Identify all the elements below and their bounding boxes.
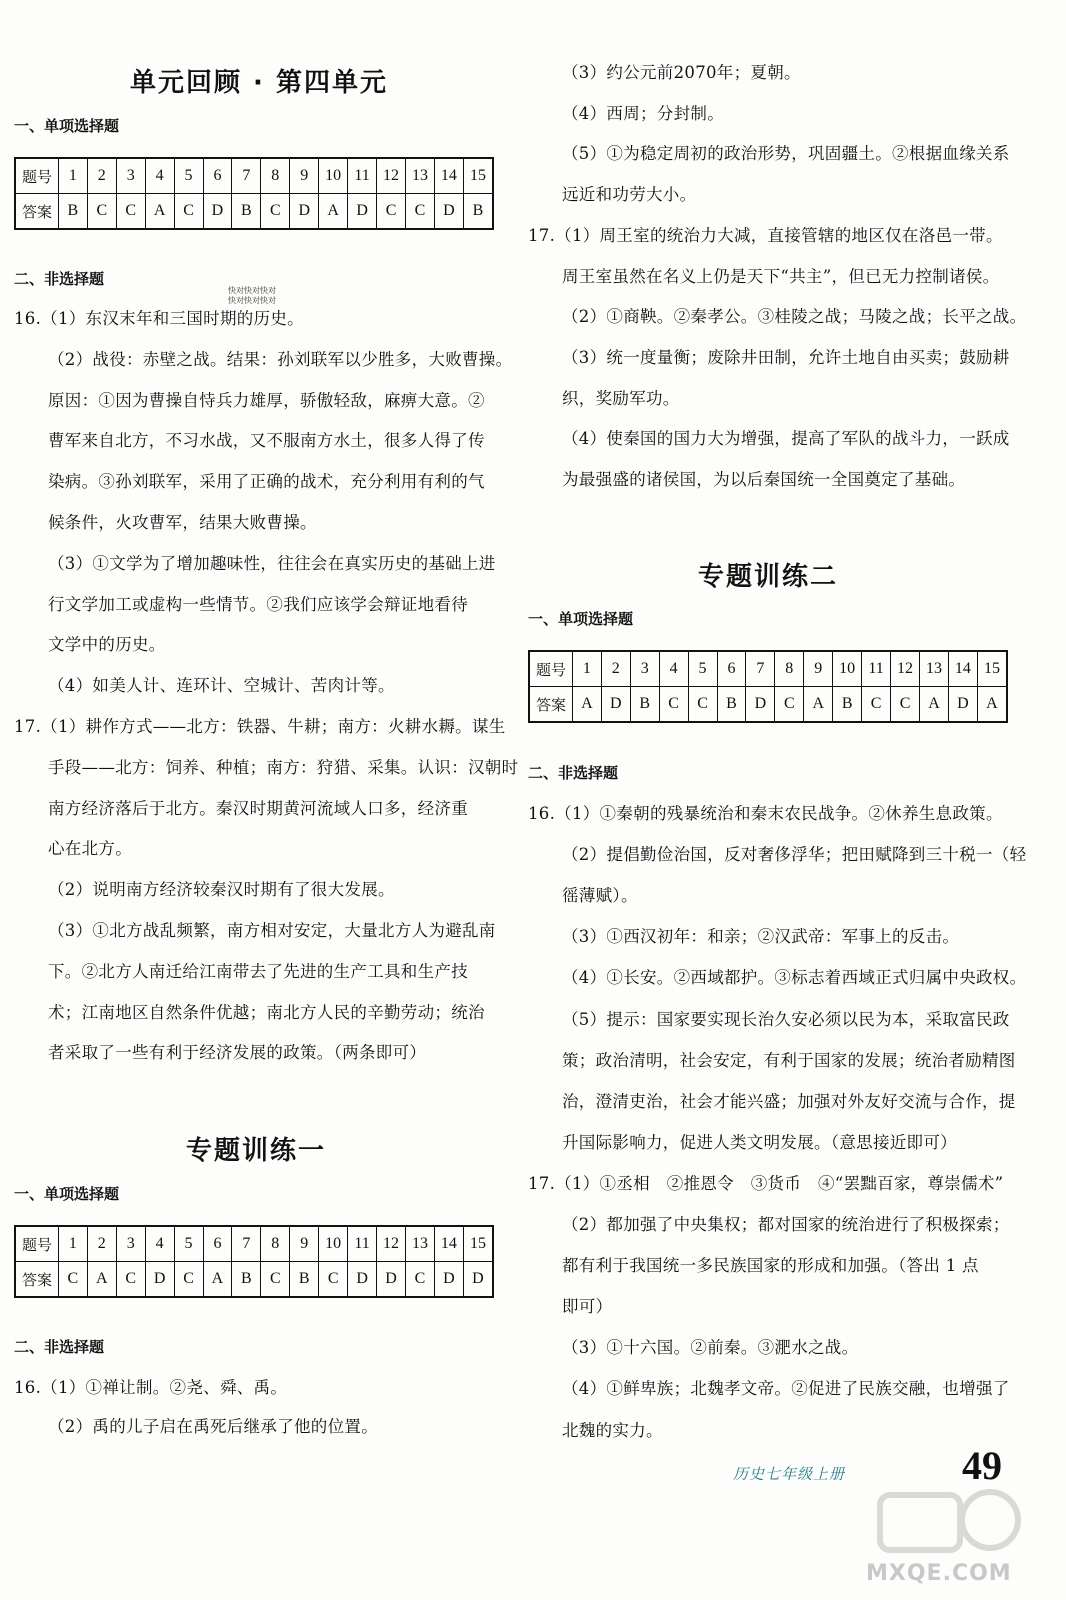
answer-line: 候条件，火攻曹军，结果大败曹操。 [48,513,317,532]
question-number-cell: 1 [58,158,87,194]
topic2-answer-table [528,650,1008,723]
answer-cell: D [434,194,463,230]
topic1-section-choice: 一、单项选择题 [14,1185,120,1203]
question-number-cell: 12 [377,158,406,194]
answer-line: （3）①北方战乱频繁，南方相对安定，大量北方人为避乱南 [48,921,496,940]
answer-cell: A [87,1262,116,1298]
answer-line: （3）统一度量衡；废除井田制，允许土地自由买卖；鼓励耕 [562,347,1010,367]
answer-cell: C [862,687,891,723]
stamp-text: 快对快对快对 [228,286,276,295]
topic1-title: 专题训练一 [186,1136,327,1166]
answer-cell: B [232,194,261,230]
question-number-cell: 7 [232,1226,261,1262]
answer-line: 16.（1）①禅让制。②尧、舜、禹。 [14,1378,288,1397]
question-number-cell: 9 [290,1226,319,1262]
answer-line: 北魏的实力。 [562,1420,663,1440]
table-row [15,1262,493,1298]
question-number-cell: 13 [920,651,949,687]
topic2-section-nonchoice: 二、非选择题 [528,764,619,782]
answer-cell: C [261,194,290,230]
question-number-cell: 13 [406,158,435,194]
answer-line: 都有利于我国统一多民族国家的形成和加强。（答出 1 点 [562,1256,979,1276]
answer-line: （2）禹的儿子启在禹死后继承了他的位置。 [48,1417,378,1436]
answer-cell: C [406,1262,435,1298]
answer-cell: D [290,194,319,230]
answer-cell: A [203,1262,232,1298]
question-number-cell: 15 [463,1226,493,1262]
table-answer-label: 答案 [529,687,572,723]
answer-cell: D [601,687,630,723]
question-number-cell: 10 [319,158,348,194]
question-number-cell: 2 [87,1226,116,1262]
table-header-label: 题号 [15,158,58,194]
answer-line: 心在北方。 [48,839,132,859]
answer-cell: A [977,687,1007,723]
table-row [15,1226,493,1262]
answer-cell: C [659,687,688,723]
answer-line: （5）①为稳定周初的政治形势，巩固疆土。②根据血缘关系 [562,144,1010,164]
answer-cell: B [463,194,493,230]
answer-line: 17.（1）周王室的统治力大减，直接管辖的地区仅在洛邑一带。 [528,225,1003,245]
answer-cell: B [717,687,746,723]
answer-line: 文学中的历史。 [48,635,166,655]
question-number-cell: 15 [977,651,1007,687]
answer-cell: C [116,194,145,230]
answer-cell: C [58,1262,87,1298]
unit4-answer-table [14,157,494,230]
answer-line: 远近和功劳大小。 [562,185,697,205]
question-number-cell: 6 [203,1226,232,1262]
question-number-cell: 4 [145,158,174,194]
question-number-cell: 5 [174,1226,203,1262]
question-number-cell: 10 [319,1226,348,1262]
answer-line: 染病。③孙刘联军，采用了正确的战术，充分利用有利的气 [48,472,485,492]
answer-line: （4）如美人计、连环计、空城计、苦肉计等。 [48,676,395,696]
answer-cell: B [630,687,659,723]
question-number-cell: 4 [659,651,688,687]
topic2-title: 专题训练二 [698,562,839,592]
answer-cell: B [290,1262,319,1298]
table-row [15,194,493,230]
answer-cell: B [58,194,87,230]
question-number-cell: 3 [630,651,659,687]
answer-line: 升国际影响力，促进人类文明发展。（意思接近即可） [562,1132,957,1152]
answer-cell: A [319,194,348,230]
answer-line: 原因：①因为曹操自恃兵力雄厚，骄傲轻敌，麻痹大意。② [48,390,485,410]
question-number-cell: 2 [601,651,630,687]
answer-cell: C [891,687,920,723]
question-number-cell: 11 [348,158,377,194]
answer-cell: C [377,194,406,230]
answer-line: 为最强盛的诸侯国，为以后秦国统一全国奠定了基础。 [562,470,966,489]
question-number-cell: 13 [406,1226,435,1262]
answer-line: 织，奖励军功。 [562,388,680,408]
book-label: 历史七年级上册 [733,1465,846,1483]
answer-cell: C [87,194,116,230]
answer-cell: A [804,687,833,723]
answer-line: （3）①文学为了增加趣味性，往往会在真实历史的基础上进 [48,553,496,573]
unit4-title: 单元回顾 · 第四单元 [130,68,388,98]
answer-cell: D [203,194,232,230]
question-number-cell: 10 [833,651,862,687]
answer-cell: A [920,687,949,723]
answer-line: （2）提倡勤俭治国，反对奢侈浮华；把田赋降到三十税一（轻 [562,845,1027,865]
question-number-cell: 6 [203,158,232,194]
table-row [15,158,493,194]
answer-line: （3）约公元前2070年；夏朝。 [562,63,801,82]
answer-line: 下。②北方人南迁给江南带去了先进的生产工具和生产技 [48,961,468,981]
answer-cell: D [463,1262,493,1298]
question-number-cell: 8 [775,651,804,687]
answer-line: 南方经济落后于北方。秦汉时期黄河流域人口多，经济重 [48,798,468,818]
answer-cell: D [746,687,775,723]
question-number-cell: 12 [891,651,920,687]
answer-line: 即可） [562,1297,613,1317]
answer-line: （2）都加强了中央集权；都对国家的统治进行了积极探索； [562,1215,1010,1234]
answer-line: 徭薄赋）。 [562,886,638,906]
table-header-label: 题号 [15,1226,58,1262]
answer-line: （2）说明南方经济较秦汉时期有了很大发展。 [48,880,395,900]
question-number-cell: 3 [116,1226,145,1262]
question-number-cell: 11 [348,1226,377,1262]
answer-cell: A [572,687,601,723]
answer-line: 周王室虽然在名义上仍是天下“共主”，但已无力控制诸侯。 [562,266,1000,286]
table-answer-label: 答案 [15,194,58,230]
table-row [529,651,1007,687]
page-number: 49 [962,1443,1002,1488]
question-number-cell: 5 [174,158,203,194]
answer-cell: A [145,194,174,230]
question-number-cell: 2 [87,158,116,194]
answer-cell: C [319,1262,348,1298]
question-number-cell: 7 [746,651,775,687]
answer-line: 策；政治清明，社会安定，有利于国家的发展；统治者励精图 [562,1050,1016,1070]
answer-cell: D [348,194,377,230]
answer-line: （4）①长安。②西域都护。③标志着西域正式归属中央政权。 [562,968,1027,988]
answer-line: 16.（1）①秦朝的残暴统治和秦末农民战争。②休养生息政策。 [528,804,1003,823]
answer-line: （3）①十六国。②前秦。③淝水之战。 [562,1338,859,1358]
answer-cell: B [833,687,862,723]
question-number-cell: 11 [862,651,891,687]
answer-line: （2）①商鞅。②秦孝公。③桂陵之战；马陵之战；长平之战。 [562,307,1027,327]
question-number-cell: 14 [948,651,977,687]
table-header-label: 题号 [529,651,572,687]
answer-line: 手段——北方：饲养、种植；南方：狩猎、采集。认识：汉朝时 [48,757,519,777]
unit4-section-nonchoice: 二、非选择题 [14,270,105,288]
answer-line: 17.（1）耕作方式——北方：铁器、牛耕；南方：火耕水耨。谋生 [14,717,506,736]
answer-line: 者采取了一些有利于经济发展的政策。（两条即可） [48,1043,427,1063]
question-number-cell: 5 [688,651,717,687]
question-number-cell: 6 [717,651,746,687]
answer-line: （3）①西汉初年：和亲；②汉武帝：军事上的反击。 [562,927,960,947]
question-number-cell: 14 [434,158,463,194]
answer-cell: D [348,1262,377,1298]
answer-line: （4）西周；分封制。 [562,103,724,123]
question-number-cell: 9 [290,158,319,194]
answer-cell: C [116,1262,145,1298]
answer-cell: B [232,1262,261,1298]
answer-line: 17.（1）①丞相 ②推恩令 ③货币 ④“罢黜百家，尊崇儒术” [528,1173,1004,1193]
answer-line: 术；江南地区自然条件优越；南北方人民的辛勤劳动；统治 [48,1002,485,1022]
answer-cell: C [688,687,717,723]
answer-line: 治，澄清吏治，社会才能兴盛；加强对外友好交流与合作，提 [562,1091,1016,1111]
topic1-section-nonchoice: 二、非选择题 [14,1338,105,1356]
question-number-cell: 14 [434,1226,463,1262]
unit4-section-choice: 一、单项选择题 [14,117,120,135]
table-row [529,687,1007,723]
question-number-cell: 3 [116,158,145,194]
question-number-cell: 7 [232,158,261,194]
answer-cell: D [434,1262,463,1298]
question-number-cell: 8 [261,1226,290,1262]
answer-cell: C [174,1262,203,1298]
stamp-text: 快对快对快对 [228,296,276,305]
answer-cell: D [948,687,977,723]
answer-cell: C [406,194,435,230]
question-number-cell: 4 [145,1226,174,1262]
question-number-cell: 1 [58,1226,87,1262]
answer-line: 行文学加工或虚构一些情节。②我们应该学会辩证地看待 [48,594,468,614]
question-number-cell: 15 [463,158,493,194]
answer-line: （2）战役：赤壁之战。结果：孙刘联军以少胜多，大败曹操。 [48,349,513,369]
answer-line: （4）①鲜卑族；北魏孝文帝。②促进了民族交融，也增强了 [562,1379,1010,1399]
question-number-cell: 9 [804,651,833,687]
topic1-answer-table [14,1225,494,1298]
answer-line: （5）提示：国家要实现长治久安必须以民为本，采取富民政 [562,1009,1010,1029]
question-number-cell: 8 [261,158,290,194]
answer-line: （4）使秦国的国力大为增强，提高了军队的战斗力，一跃成 [562,429,1010,449]
watermark-url: MXQE.COM [866,1561,1012,1586]
answer-cell: C [174,194,203,230]
answer-cell: D [377,1262,406,1298]
answer-cell: C [261,1262,290,1298]
question-number-cell: 1 [572,651,601,687]
answer-line: 曹军来自北方，不习水战，又不服南方水土，很多人得了传 [48,431,485,451]
topic2-section-choice: 一、单项选择题 [528,610,634,628]
question-number-cell: 12 [377,1226,406,1262]
answer-cell: C [775,687,804,723]
answer-cell: D [145,1262,174,1298]
kuaidui-stamp [228,286,276,306]
table-answer-label: 答案 [15,1262,58,1298]
answer-line: 16.（1）东汉末年和三国时期的历史。 [14,309,304,328]
